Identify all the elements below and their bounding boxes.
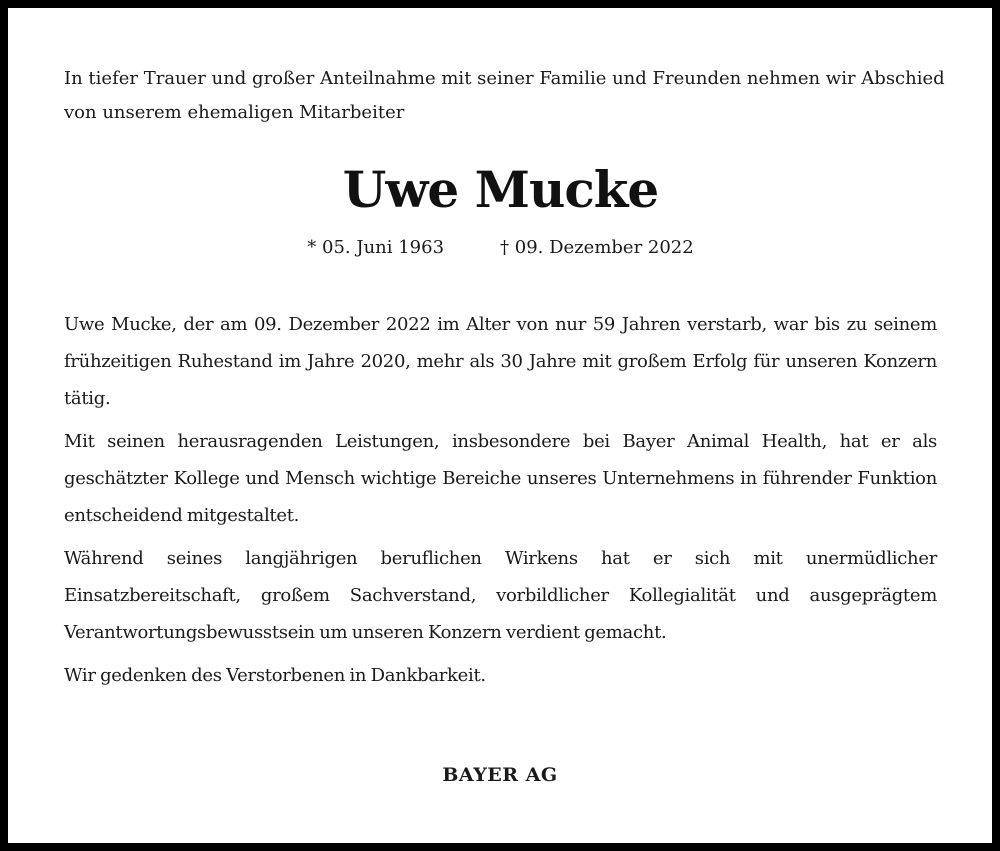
- body-paragraph: Mit seinen herausragenden Leistungen, insbesondere bei Bayer Animal Health, hat er als geschätzter Kollege und Mensch wichtige Bereiche unseres Unternehmens in führender Funktion entscheidend mitgestaltet.: [64, 431, 937, 526]
- obituary-body: [64, 306, 937, 694]
- intro-line-2: von unserem ehemaligen Mitarbeiter: [64, 102, 405, 123]
- intro-line-1: In tiefer Trauer und großer Anteilnahme mit seiner Familie und Freunden nehmen wir Abschied: [64, 68, 945, 89]
- body-paragraph: Uwe Mucke, der am 09. Dezember 2022 im Alter von nur 59 Jahren verstarb, war bis zu seinem frühzeitigen Ruhestand im Jahre 2020, mehr als 30 Jahre mit großem Erfolg für unseren Konzern tätig.: [64, 314, 937, 409]
- obituary-content: [64, 62, 945, 700]
- life-dates: [64, 234, 937, 262]
- death-date: † 09. Dezember 2022: [500, 237, 694, 258]
- birth-date: * 05. Juni 1963: [307, 237, 445, 258]
- body-paragraph: Wir gedenken des Verstorbenen in Dankbarkeit.: [64, 665, 486, 686]
- deceased-name: Uwe Mucke: [342, 160, 659, 219]
- body-paragraph: Während seines langjährigen beruflichen Wirkens hat er sich mit unermüdlicher Einsatzbereitschaft, großem Sachverstand, vorbildlicher Kollegialität und ausgeprägtem Verantwortungsbewusstsein um unseren Konzern verdient gemacht.: [64, 548, 937, 643]
- intro-text: [64, 62, 945, 130]
- company-signature: BAYER AG: [442, 764, 558, 786]
